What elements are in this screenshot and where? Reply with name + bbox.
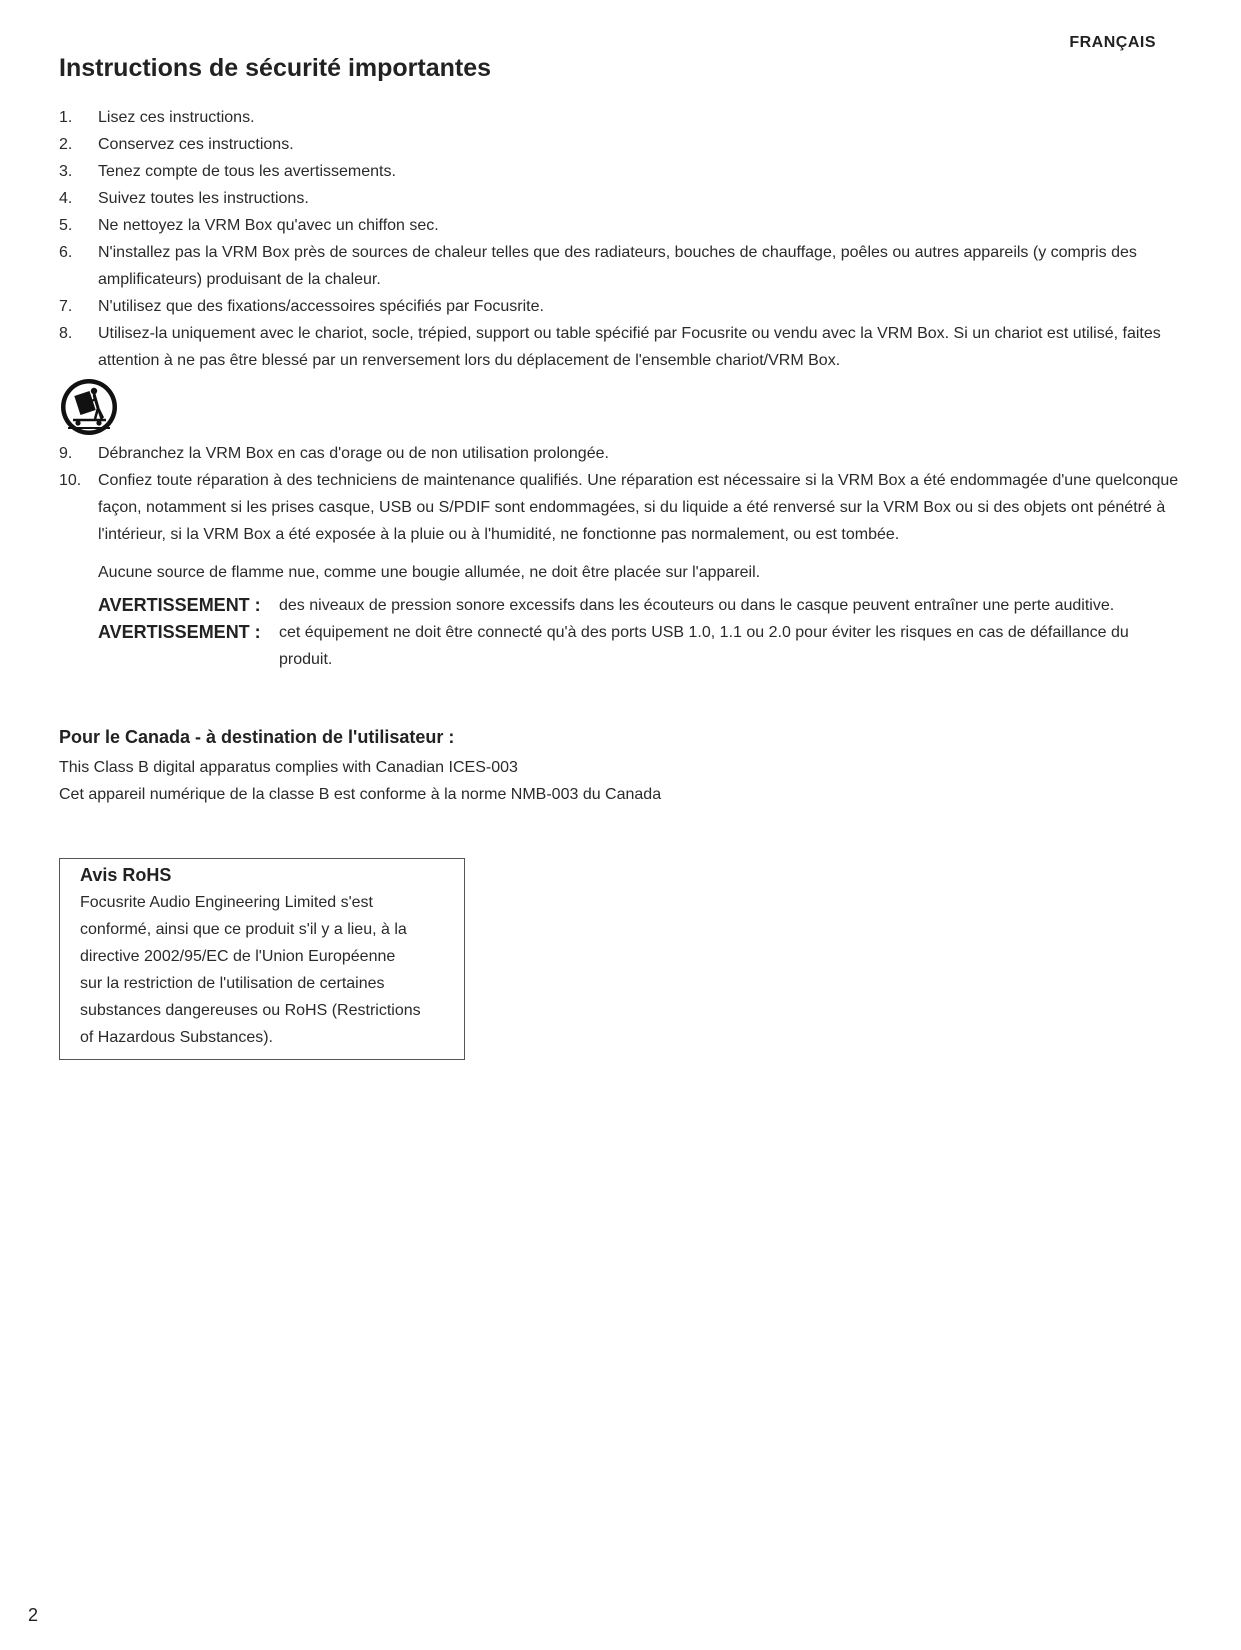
warning-headphones	[98, 592, 1178, 619]
list-item	[59, 293, 1184, 320]
list-item	[59, 467, 1184, 548]
list-item	[59, 212, 1184, 239]
list-item	[59, 320, 1184, 374]
item-number: 9.	[59, 445, 73, 462]
item-text: Débranchez la VRM Box en cas d'orage ou de non utilisation prolongée.	[98, 445, 609, 462]
list-item	[59, 158, 1184, 185]
warning-label: AVERTISSEMENT :	[98, 622, 261, 642]
item-text: Suivez toutes les instructions.	[98, 190, 309, 207]
item-number: 1.	[59, 109, 73, 126]
flame-note: Aucune source de flamme nue, comme une bougie allumée, ne doit être placée sur l'appareil.	[98, 564, 761, 581]
list-item	[59, 185, 1184, 212]
item-number: 7.	[59, 298, 73, 315]
item-text: Tenez compte de tous les avertissements.	[98, 163, 396, 180]
list-item	[59, 131, 1184, 158]
item-number: 3.	[59, 163, 73, 180]
rohs-text-line: substances dangereuses ou RoHS (Restrictions	[80, 1002, 421, 1019]
canada-statement-fr: Cet appareil numérique de la classe B est conforme à la norme NMB-003 du Canada	[59, 786, 662, 803]
item-number: 6.	[59, 244, 73, 261]
safety-instructions-list-continued	[59, 440, 1184, 548]
item-text: Lisez ces instructions.	[98, 109, 255, 126]
item-text: Confiez toute réparation à des techniciens de maintenance qualifiés. Une réparation est nécessaire si la VRM Box a été endommagée d'une quelconque façon, notamment si les prises casque, USB ou S/PDIF sont endommagées, si du liquide a été renversé sur la VRM Box ou si des objets ont pénétré à l'intérieur, si la VRM Box a été exposée à la pluie ou à l'humidité, ne fonctionne pas normalement, ou est tombée.	[98, 472, 1179, 543]
item-number: 10.	[59, 472, 82, 489]
rohs-text-line: directive 2002/95/EC de l'Union Européenne	[80, 948, 396, 965]
item-text: Ne nettoyez la VRM Box qu'avec un chiffon sec.	[98, 217, 439, 234]
item-number: 2.	[59, 136, 73, 153]
rohs-text-line: conformé, ainsi que ce produit s'il y a lieu, à la	[80, 921, 407, 938]
list-item	[59, 104, 1184, 131]
warning-text: cet équipement ne doit être connecté qu'à des ports USB 1.0, 1.1 ou 2.0 pour éviter les risques en cas de défaillance du produit.	[279, 624, 1129, 668]
page-number: 2	[28, 1605, 39, 1625]
warning-label: AVERTISSEMENT :	[98, 595, 261, 615]
warning-text: des niveaux de pression sonore excessifs dans les écouteurs ou dans le casque peuvent entraîner une perte auditive.	[279, 597, 1115, 614]
list-item	[59, 239, 1184, 293]
warning-usb	[98, 619, 1178, 673]
item-number: 8.	[59, 325, 73, 342]
cart-tip-over-warning-icon	[58, 376, 120, 438]
item-text: Conservez ces instructions.	[98, 136, 294, 153]
rohs-notice-box	[59, 858, 465, 1060]
language-label: FRANÇAIS	[1069, 34, 1156, 51]
item-text: N'utilisez que des fixations/accessoires spécifiés par Focusrite.	[98, 298, 544, 315]
item-text: Utilisez-la uniquement avec le chariot, socle, trépied, support ou table spécifié par Focusrite ou vendu avec la VRM Box. Si un chariot est utilisé, faites attention à ne pas être blessé par un renversement lors du déplacement de l'ensemble chariot/VRM Box.	[98, 325, 1161, 369]
list-item	[59, 440, 1184, 467]
item-number: 4.	[59, 190, 73, 207]
rohs-text-line: Focusrite Audio Engineering Limited s'est	[80, 894, 373, 911]
rohs-title: Avis RoHS	[80, 865, 172, 885]
rohs-text-line: sur la restriction de l'utilisation de certaines	[80, 975, 385, 992]
page-title: Instructions de sécurité importantes	[59, 54, 492, 82]
rohs-text-line: of Hazardous Substances).	[80, 1029, 273, 1046]
item-text: N'installez pas la VRM Box près de sources de chaleur telles que des radiateurs, bouches de chauffage, poêles ou autres appareils (y compris des amplificateurs) produisant de la chaleur.	[98, 244, 1137, 288]
canada-title: Pour le Canada - à destination de l'utilisateur :	[59, 727, 455, 747]
safety-instructions-list	[59, 104, 1184, 374]
canada-statement-en: This Class B digital apparatus complies with Canadian ICES-003	[59, 759, 518, 776]
item-number: 5.	[59, 217, 73, 234]
